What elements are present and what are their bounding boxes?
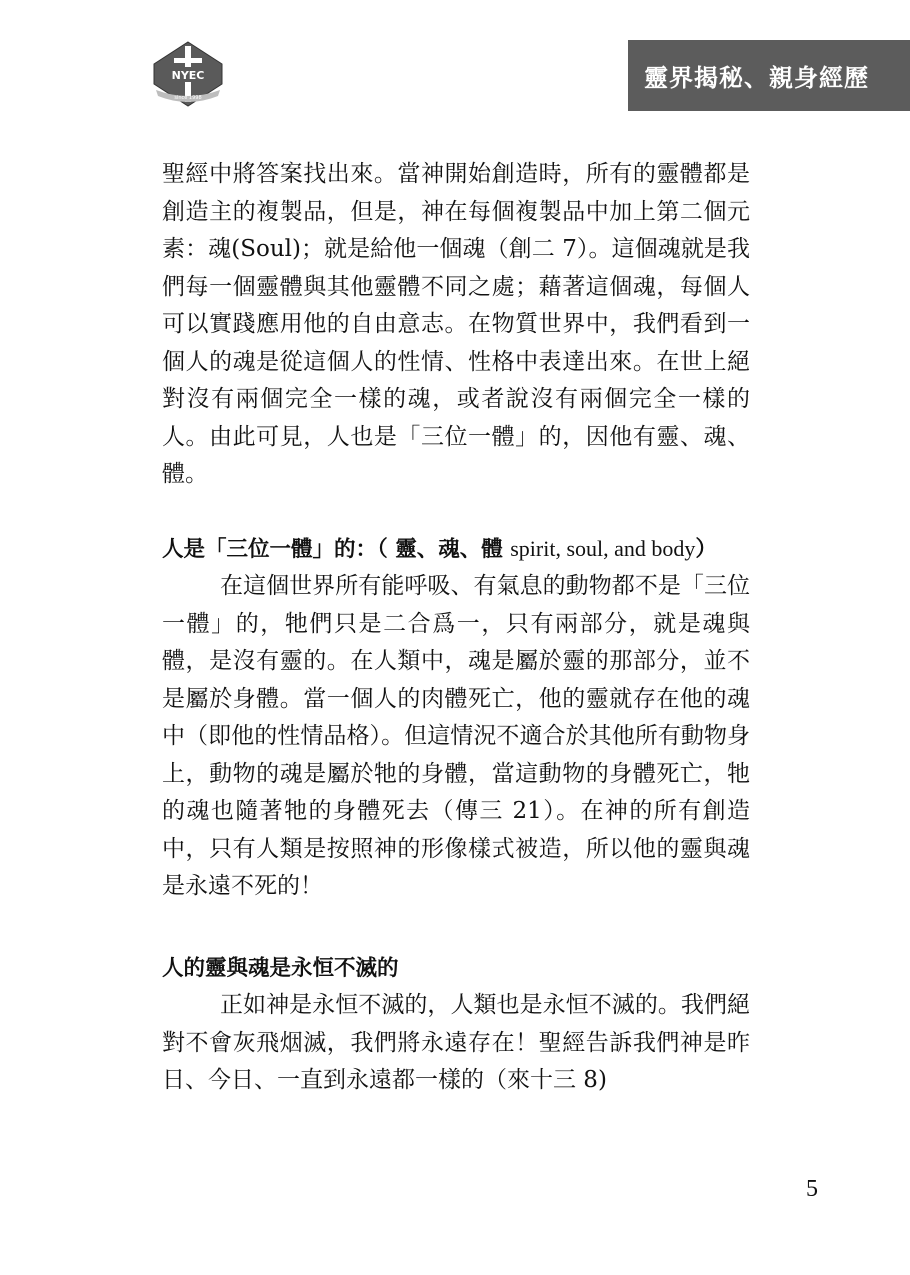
section-heading-eternal: 人的靈與魂是永恒不滅的: [162, 955, 399, 981]
paragraph-animals: 在這個世界所有能呼吸、有氣息的動物都不是「三位一體」的，牠們只是二合爲一，只有兩部分，就是魂與體，是沒有靈的。在人類中，魂是屬於靈的那部分，並不是屬於身體。當一個人的肉體死亡，他的靈就存在他的魂中（即他的性情品格）。但這情況不適合於其他所有動物身上，動物的魂是屬於牠的身體，當這動物的身體死亡，牠的魂也隨著牠的身體死去（傳三 21）。在神的所有創造中，只有人類是按照神的形像樣式被造，所以他的靈與魂是永遠不死的！: [162, 573, 750, 899]
spacer: [162, 906, 750, 950]
page-number: 5: [806, 1176, 818, 1202]
heading-trinity-latin: spirit, soul, and body: [510, 535, 696, 561]
logo-subtext: since 1998: [174, 95, 202, 101]
logo-text: NYEC: [171, 69, 205, 82]
spacer: [162, 494, 750, 530]
logo-emblem: [150, 40, 226, 108]
paragraph-soul-intro: 聖經中將答案找出來。當神開始創造時，所有的靈體都是創造主的複製品，但是，神在每個複製品中加上第二個元素：魂(Soul)；就是給他一個魂（創二 7）。這個魂就是我們每一個靈體與其他靈體不同之處；藉著這個魂，每個人可以實踐應用他的自由意志。在物質世界中，我們看到一個人的魂是從這個人的性情、性格中表達出來。在世上絕對沒有兩個完全一樣的魂，或者說沒有兩個完全一樣的人。由此可見，人也是「三位一體」的，因他有靈、魂、體。: [162, 161, 750, 487]
paragraph-eternal: 正如神是永恒不滅的，人類也是永恒不滅的。我們絕對不會灰飛烟滅，我們將永遠存在！聖經告訴我們神是昨日、今日、一直到永遠都一樣的（來十三 8): [162, 992, 750, 1093]
heading-trinity-close: ）: [695, 536, 717, 562]
chapter-title: 靈界揭秘、親身經歷: [644, 64, 869, 92]
nyec-logo: [150, 40, 226, 108]
chapter-header: [628, 40, 910, 111]
page-body: [162, 156, 750, 1100]
heading-trinity-text: 人是「三位一體」的：（ 靈、魂、體: [162, 536, 511, 562]
section-heading-trinity: [162, 530, 750, 569]
